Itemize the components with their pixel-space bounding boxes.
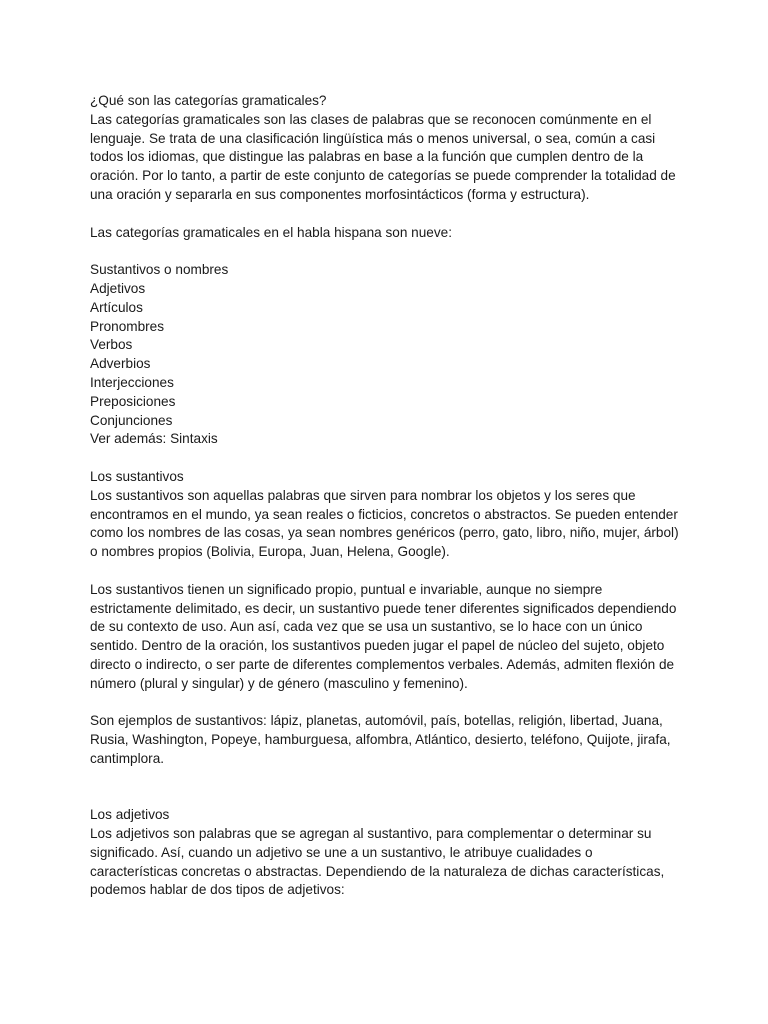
category-item: Interjecciones [90, 374, 174, 390]
sustantivos-paragraph-1: Los sustantivos son aquellas palabras que sirven para nombrar los objetos y los seres que encontramos en el mundo, ya sean reales o ficticios, concretos o abstractos. Se pueden entender como los nombres de las cosas, ya sean nombres genéricos (perro, gato, libro, niño, mujer, árbol) o nombres propios (Bolivia, Europa, Juan, Helena, Google). [90, 487, 679, 560]
category-item: Adverbios [90, 356, 151, 372]
sustantivos-section [90, 468, 680, 769]
category-item: Pronombres [90, 318, 165, 334]
adjetivos-paragraph-1: Los adjetivos son palabras que se agregan al sustantivo, para complementar o determinar su significado. Así, cuando un adjetivo se une a un sustantivo, le atribuye cualidades o características concretas o abstractas. Dependiendo de la naturaleza de dichas características, podemos hablar de dos tipos de adjetivos: [90, 826, 665, 898]
adjetivos-heading: Los adjetivos [90, 807, 170, 823]
category-item: Artículos [90, 299, 143, 315]
document-body [90, 92, 680, 919]
intro-question: ¿Qué son las categorías gramaticales? [90, 93, 327, 108]
sustantivos-paragraph-2: Los sustantivos tienen un significado propio, puntual e invariable, aunque no siempre estrictamente delimitado, es decir, un sustantivo puede tener diferentes significados dependiendo de su contexto de uso. Aun así, cada vez que se usa un sustantivo, se lo hace con un único sentido. Dentro de la oración, los sustantivos pueden jugar el papel de núcleo del sujeto, objeto directo o indirecto, o ser parte de diferentes complementos verbales. Además, admiten flexión de número (plural y singular) y de género (masculino y femenino). [90, 581, 677, 691]
see-also-line: Ver además: Sintaxis [90, 431, 218, 447]
intro-section [90, 92, 680, 205]
categories-lead: Las categorías gramaticales en el habla hispana son nueve: [90, 224, 452, 240]
category-item: Preposiciones [90, 393, 176, 409]
intro-paragraph: Las categorías gramaticales son las clases de palabras que se reconocen comúnmente en el lenguaje. Se trata de una clasificación lingüística más o menos universal, o sea, común a casi todos los idiomas, que distingue las palabras en base a la función que cumplen dentro de la oración. Por lo tanto, a partir de este conjunto de categorías se puede comprender la totalidad de una oración y separarla en sus componentes morfosintácticos (forma y estructura). [90, 111, 676, 202]
category-item: Adjetivos [90, 280, 146, 296]
sustantivos-heading: Los sustantivos [90, 468, 184, 484]
category-item: Conjunciones [90, 412, 173, 428]
section-gap [90, 787, 680, 806]
category-item: Verbos [90, 337, 133, 353]
categories-list [90, 261, 680, 449]
category-item: Sustantivos o nombres [90, 262, 229, 278]
sustantivos-paragraph-3: Son ejemplos de sustantivos: lápiz, planetas, automóvil, país, botellas, religión, libertad, Juana, Rusia, Washington, Popeye, hamburguesa, alfombra, Atlántico, desierto, teléfono, Quijote, jirafa, cantimplora. [90, 713, 671, 766]
adjetivos-section [90, 806, 680, 900]
